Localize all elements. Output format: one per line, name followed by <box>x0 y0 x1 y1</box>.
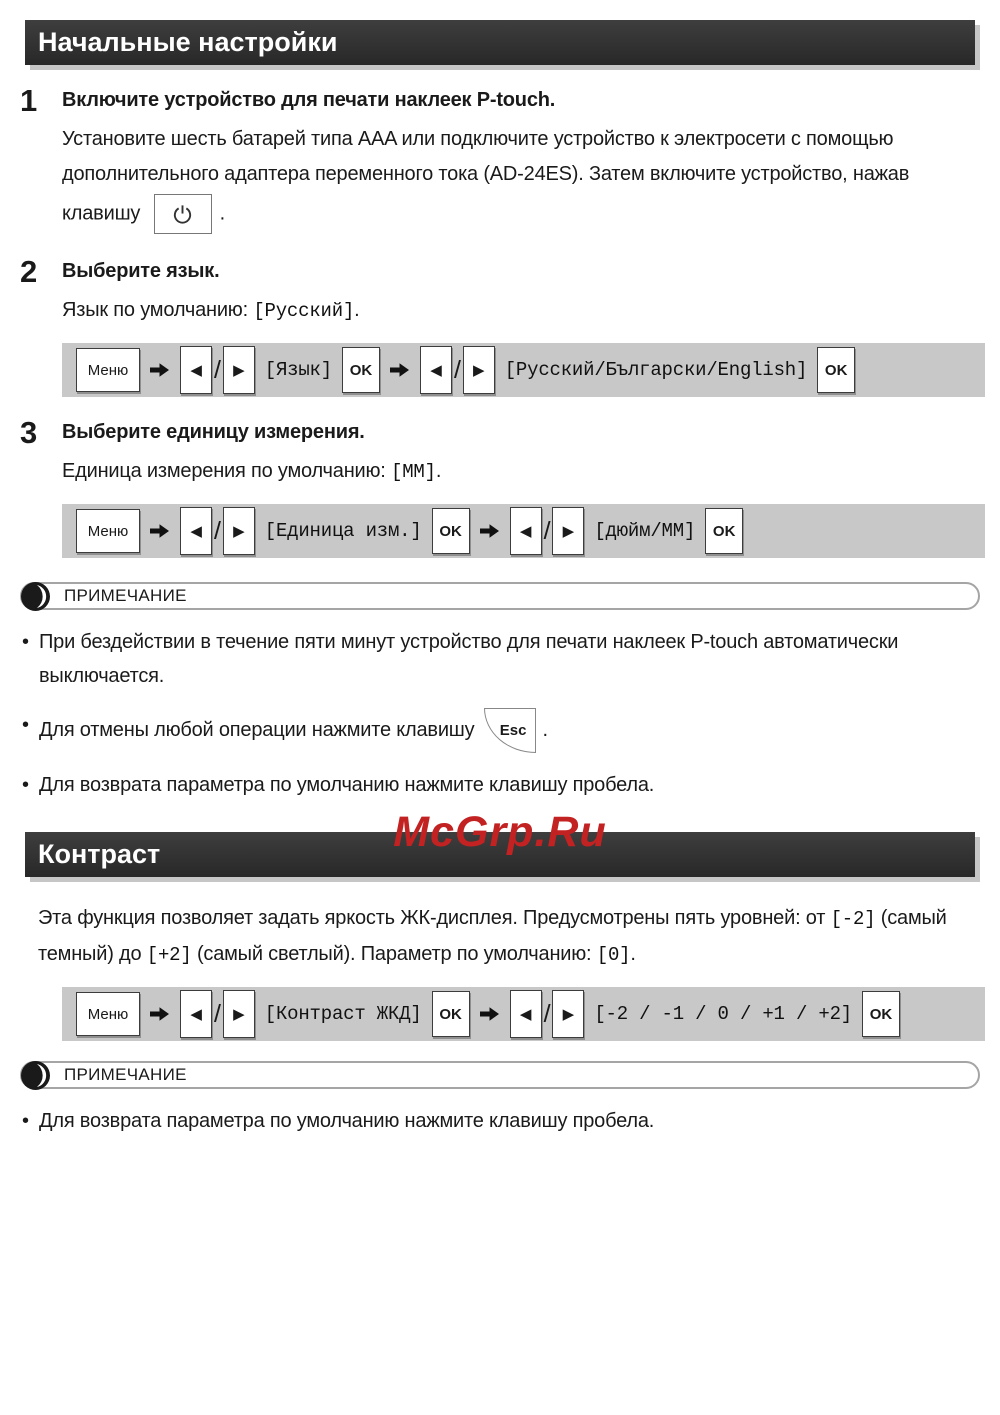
bullet-marker: • <box>22 774 29 796</box>
step-heading: Выберите единицу измерения. <box>62 421 365 443</box>
ok-key: OK <box>817 347 855 393</box>
paragraph-text: (самый светлый). Параметр по умолчанию: <box>191 943 597 965</box>
contrast-section <box>0 808 1000 1041</box>
flow-arrow-icon <box>150 523 170 539</box>
step-number: 3 <box>20 415 38 450</box>
menu-item-label: [Контраст ЖКД] <box>264 1003 422 1025</box>
note-header <box>20 1061 980 1089</box>
left-arrow-key: ◀ <box>420 346 452 394</box>
note-moon-icon <box>20 581 51 617</box>
paragraph-text: (самый темный) до <box>38 907 947 965</box>
bullet-marker: • <box>22 631 29 653</box>
power-icon <box>171 203 194 226</box>
section-title: Начальные настройки <box>38 27 338 57</box>
watermark: McGrp.Ru <box>393 808 607 856</box>
slash-separator: / <box>214 516 221 545</box>
step-3 <box>20 417 1000 558</box>
step-heading: Выберите язык. <box>62 260 220 282</box>
slash-separator: / <box>543 999 551 1028</box>
bullet-text: Для возврата параметра по умолчанию нажмите клавишу пробела. <box>39 774 655 796</box>
value-max: [+2] <box>146 944 192 966</box>
menu-key: Меню <box>76 992 140 1036</box>
section-header-initial-setup <box>25 20 975 65</box>
menu-item-label: [Язык] <box>264 359 332 381</box>
menu-key: Меню <box>76 509 140 553</box>
ok-key: OK <box>432 508 470 554</box>
flow-arrow-icon <box>480 1006 500 1022</box>
bullet-text: Для возврата параметра по умолчанию нажмите клавишу пробела. <box>39 1110 655 1132</box>
options-label: [-2 / -1 / 0 / +1 / +2] <box>594 1003 852 1025</box>
value-default: [0] <box>596 944 631 966</box>
step-2 <box>20 256 1000 397</box>
right-arrow-key: ▶ <box>223 990 255 1038</box>
ok-key: OK <box>862 991 900 1037</box>
menu-key: Меню <box>76 348 140 392</box>
keyrow-language <box>62 343 985 397</box>
step-1 <box>20 85 1000 236</box>
note-bullet <box>22 625 980 693</box>
left-arrow-key: ◀ <box>510 990 542 1038</box>
bullet-text-before-esc: Для отмены любой операции нажмите клавишу <box>39 718 475 741</box>
period: . <box>630 943 636 965</box>
default-value: [MM] <box>391 461 436 483</box>
left-arrow-key: ◀ <box>510 507 542 555</box>
step-heading: Включите устройство для печати наклеек P-touch. <box>62 89 556 111</box>
note-header <box>20 582 980 610</box>
value-min: [-2] <box>830 908 876 930</box>
flow-arrow-icon <box>480 523 500 539</box>
note-bullet <box>22 1104 980 1138</box>
ok-key: OK <box>342 347 380 393</box>
right-arrow-key: ▶ <box>223 346 255 394</box>
period: . <box>542 718 548 741</box>
step1-body-end: . <box>219 202 225 225</box>
keyrow-unit <box>62 504 985 558</box>
flow-arrow-icon <box>390 362 410 378</box>
step1-body: Установите шесть батарей типа AAA или подключите устройство к электросети с помощью дополнительного адаптера переменного тока (AD-24ES). Затем включите устройство, нажав клавишу <box>62 128 910 225</box>
default-label: Единица измерения по умолчанию: <box>62 460 392 482</box>
right-arrow-key: ▶ <box>552 990 584 1038</box>
note-title: ПРИМЕЧАНИЕ <box>64 1065 187 1084</box>
default-label: Язык по умолчанию: <box>62 299 254 321</box>
slash-separator: / <box>214 999 221 1028</box>
bullet-marker: • <box>22 1110 29 1132</box>
bullet-text: При бездействии в течение пяти минут устройство для печати наклеек P-touch автоматически выключается. <box>39 631 899 687</box>
power-key <box>154 194 212 234</box>
step-number: 2 <box>20 254 38 289</box>
paragraph-text: Эта функция позволяет задать яркость ЖК-дисплея. Предусмотрены пять уровней: от <box>38 907 831 929</box>
right-arrow-key: ▶ <box>463 346 495 394</box>
esc-key: Esc <box>484 708 536 753</box>
slash-separator: / <box>214 355 221 384</box>
default-value: [Русский] <box>253 300 355 322</box>
top-margin <box>0 0 1000 20</box>
keyrow-contrast <box>62 987 985 1041</box>
left-arrow-key: ◀ <box>180 346 212 394</box>
step-number: 1 <box>20 83 38 118</box>
menu-item-label: [Единица изм.] <box>264 520 422 542</box>
note-title: ПРИМЕЧАНИЕ <box>64 586 187 605</box>
ok-key: OK <box>705 508 743 554</box>
contrast-paragraph <box>38 901 965 973</box>
slash-separator: / <box>543 516 551 545</box>
flow-arrow-icon <box>150 1006 170 1022</box>
step-body-text <box>62 122 985 236</box>
note-moon-icon <box>20 1060 51 1096</box>
options-label: [Русский/Български/English] <box>504 359 808 381</box>
period: . <box>354 299 360 321</box>
section-title: Контраст <box>38 839 161 869</box>
flow-arrow-icon <box>150 362 170 378</box>
left-arrow-key: ◀ <box>180 507 212 555</box>
note-bullet <box>22 708 980 753</box>
bullet-marker: • <box>22 714 29 736</box>
ok-key: OK <box>432 991 470 1037</box>
bullet-text <box>39 708 548 753</box>
right-arrow-key: ▶ <box>223 507 255 555</box>
default-value-line <box>62 293 985 329</box>
note-bullet <box>22 768 980 802</box>
period: . <box>435 460 442 482</box>
options-label: [дюйм/MM] <box>594 520 696 542</box>
right-arrow-key: ▶ <box>552 507 584 555</box>
default-value-line <box>62 454 985 490</box>
left-arrow-key: ◀ <box>180 990 212 1038</box>
slash-separator: / <box>453 355 461 384</box>
